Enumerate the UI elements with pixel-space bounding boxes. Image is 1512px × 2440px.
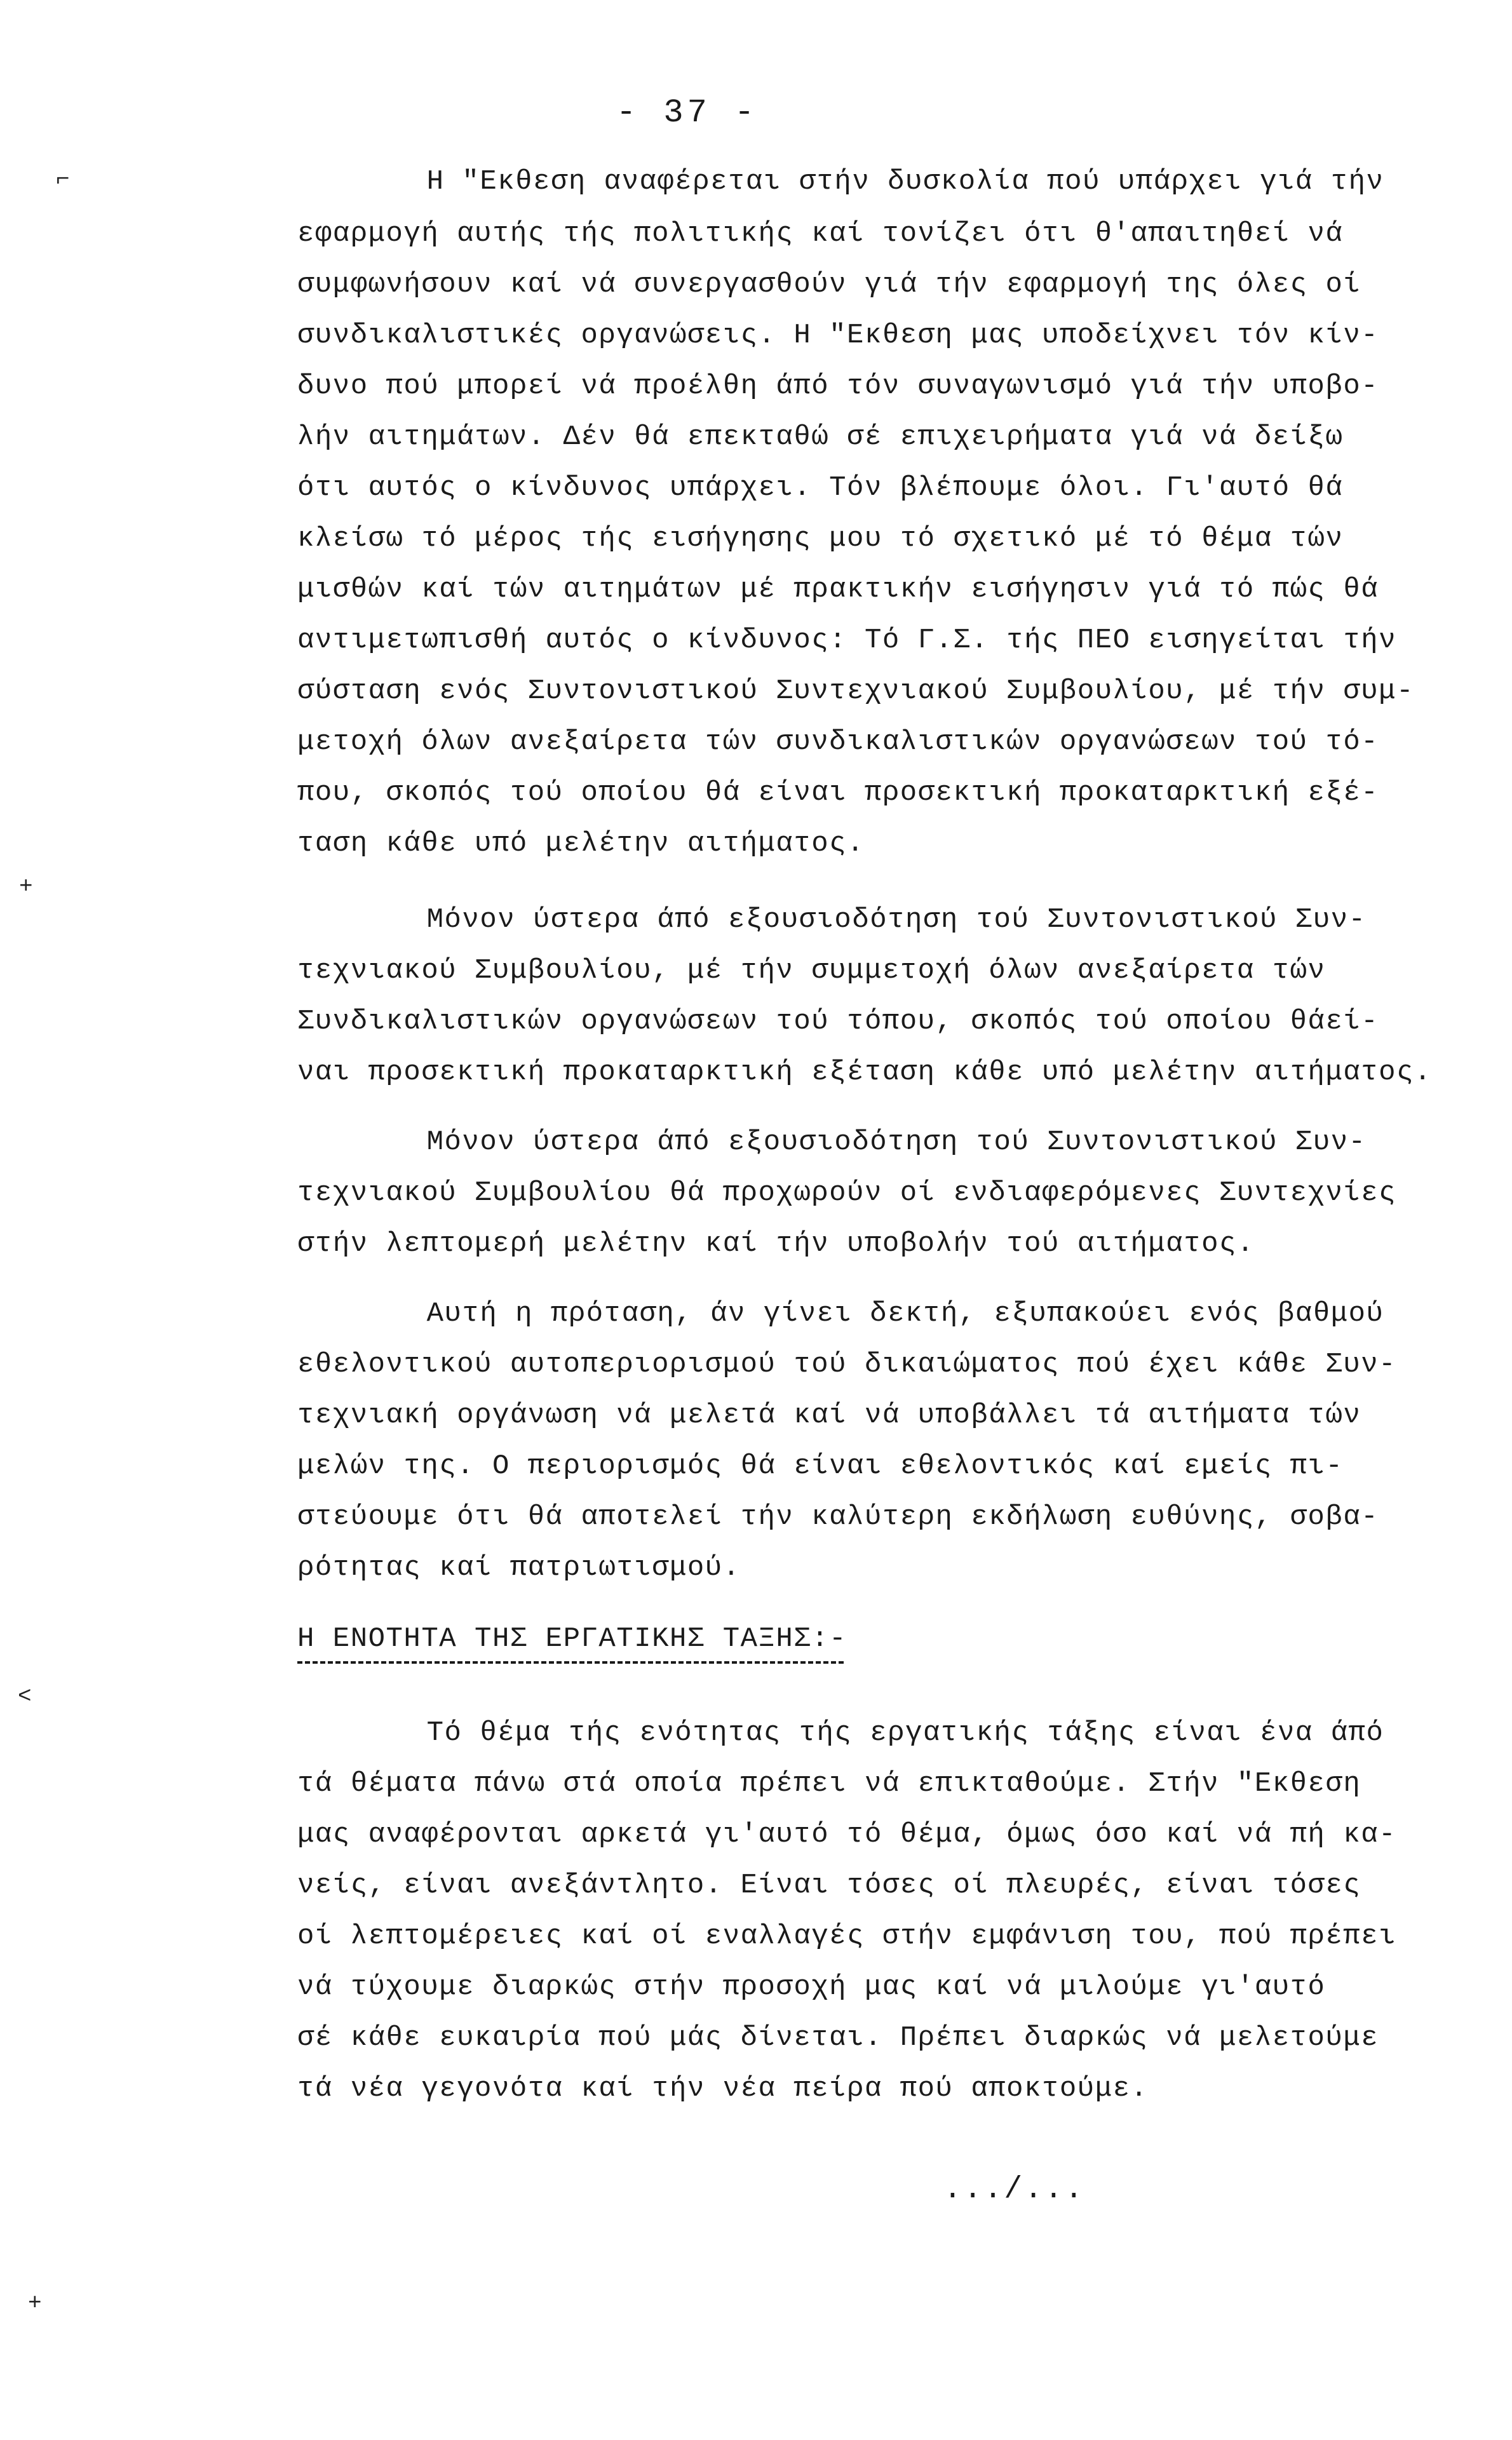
text-line: αντιμετωπισθή αυτός ο κίνδυνος: Τό Γ.Σ. τής ΠΕΟ εισηγείται τήν [297, 624, 1397, 656]
text-line: που, σκοπός τού οποίου θά είναι προσεκτική προκαταρκτική εξέ- [297, 777, 1379, 809]
continuation-mark: .../... [943, 2173, 1085, 2207]
text-line: λήν αιτημάτων. Δέν θά επεκταθώ σέ επιχειρήματα γιά νά δείξω [297, 421, 1344, 453]
text-line: τεχνιακού Συμβουλίου θά προχωρούν οί ενδιαφερόμενες Συντεχνίες [297, 1177, 1397, 1209]
text-line: Μόνον ύστερα άπό εξουσιοδότηση τού Συντονιστικού Συν- [356, 1126, 1367, 1158]
text-line: εθελοντικού αυτοπεριορισμού τού δικαιώματος πού έχει κάθε Συν- [297, 1349, 1397, 1380]
text-line: κλείσω τό μέρος τής εισήγησης μου τό σχετικό μέ τό θέμα τών [297, 523, 1344, 555]
text-line: συνδικαλιστικές οργανώσεις. Η "Εκθεση μας υποδείχνει τόν κίν- [297, 320, 1379, 351]
text-line: νείς, είναι ανεξάντλητο. Είναι τόσες οί πλευρές, είναι τόσες [297, 1870, 1361, 1901]
text-line: Η "Εκθεση αναφέρεται στήν δυσκολία πού υπάρχει γιά τήν [356, 166, 1384, 198]
text-line: ταση κάθε υπό μελέτην αιτήματος. [297, 828, 865, 859]
text-line: εφαρμογή αυτής τής πολιτικής καί τονίζει ότι θ'απαιτηθεί νά [297, 218, 1344, 250]
section-heading: Η ΕΝΟΤΗΤΑ ΤΗΣ ΕΡΓΑΤΙΚΗΣ ΤΑΞΗΣ:- [297, 1623, 847, 1655]
text-line: στεύουμε ότι θά αποτελεί τήν καλύτερη εκδήλωση ευθύνης, σοβα- [297, 1501, 1379, 1533]
margin-mark: ⌐ [56, 166, 70, 192]
text-line: τά θέματα πάνω στά οποία πρέπει νά επικταθούμε. Στήν "Εκθεση [297, 1768, 1361, 1800]
text-line: μισθών καί τών αιτημάτων μέ πρακτικήν εισήγησιν γιά τό πώς θά [297, 574, 1379, 605]
text-line: ότι αυτός ο κίνδυνος υπάρχει. Τόν βλέπουμε όλοι. Γι'αυτό θά [297, 472, 1344, 504]
text-line: συμφωνήσουν καί νά συνεργασθούν γιά τήν εφαρμογή της όλες οί [297, 269, 1361, 300]
text-line: σύσταση ενός Συντονιστικού Συντεχνιακού Συμβουλίου, μέ τήν συμ- [297, 675, 1414, 707]
text-line: τά νέα γεγονότα καί τήν νέα πείρα πού αποκτούμε. [297, 2073, 1149, 2105]
text-line: δυνο πού μπορεί νά προέλθη άπό τόν συναγωνισμό γιά τήν υποβο- [297, 370, 1379, 402]
margin-mark: < [18, 1683, 32, 1709]
text-line: Τό θέμα τής ενότητας τής εργατικής τάξης είναι ένα άπό [356, 1717, 1384, 1749]
text-line: στήν λεπτομερή μελέτην καί τήν υποβολήν τού αιτήματος. [297, 1228, 1255, 1260]
text-line: τεχνιακή οργάνωση νά μελετά καί νά υποβάλλει τά αιτήματα τών [297, 1399, 1361, 1431]
text-line: μελών της. Ο περιορισμός θά είναι εθελοντικός καί εμείς πι- [297, 1450, 1344, 1482]
heading-underline [297, 1661, 844, 1664]
text-line: νά τύχουμε διαρκώς στήν προσοχή μας καί νά μιλούμε γι'αυτό [297, 1971, 1326, 2003]
text-line: ναι προσεκτική προκαταρκτική εξέταση κάθε υπό μελέτην αιτήματος. [297, 1056, 1432, 1088]
text-line: μετοχή όλων ανεξαίρετα τών συνδικαλιστικών οργανώσεων τού τό- [297, 726, 1379, 758]
page-number: - 37 - [616, 94, 759, 131]
margin-mark: + [19, 873, 33, 900]
text-line: Συνδικαλιστικών οργανώσεων τού τόπου, σκοπός τού οποίου θάεί- [297, 1006, 1379, 1037]
text-line: Μόνον ύστερα άπό εξουσιοδότηση τού Συντονιστικού Συν- [356, 904, 1367, 936]
text-line: μας αναφέρονται αρκετά γι'αυτό τό θέμα, όμως όσο καί νά πή κα- [297, 1819, 1397, 1850]
text-line: Αυτή η πρόταση, άν γίνει δεκτή, εξυπακούει ενός βαθμού [356, 1298, 1384, 1330]
text-line: οί λεπτομέρειες καί οί εναλλαγές στήν εμφάνιση του, πού πρέπει [297, 1920, 1397, 1952]
margin-mark: + [28, 2290, 42, 2316]
text-line: τεχνιακού Συμβουλίου, μέ τήν συμμετοχή όλων ανεξαίρετα τών [297, 955, 1326, 987]
text-line: σέ κάθε ευκαιρία πού μάς δίνεται. Πρέπει διαρκώς νά μελετούμε [297, 2022, 1379, 2054]
text-line: ρότητας καί πατριωτισμού. [297, 1552, 741, 1584]
